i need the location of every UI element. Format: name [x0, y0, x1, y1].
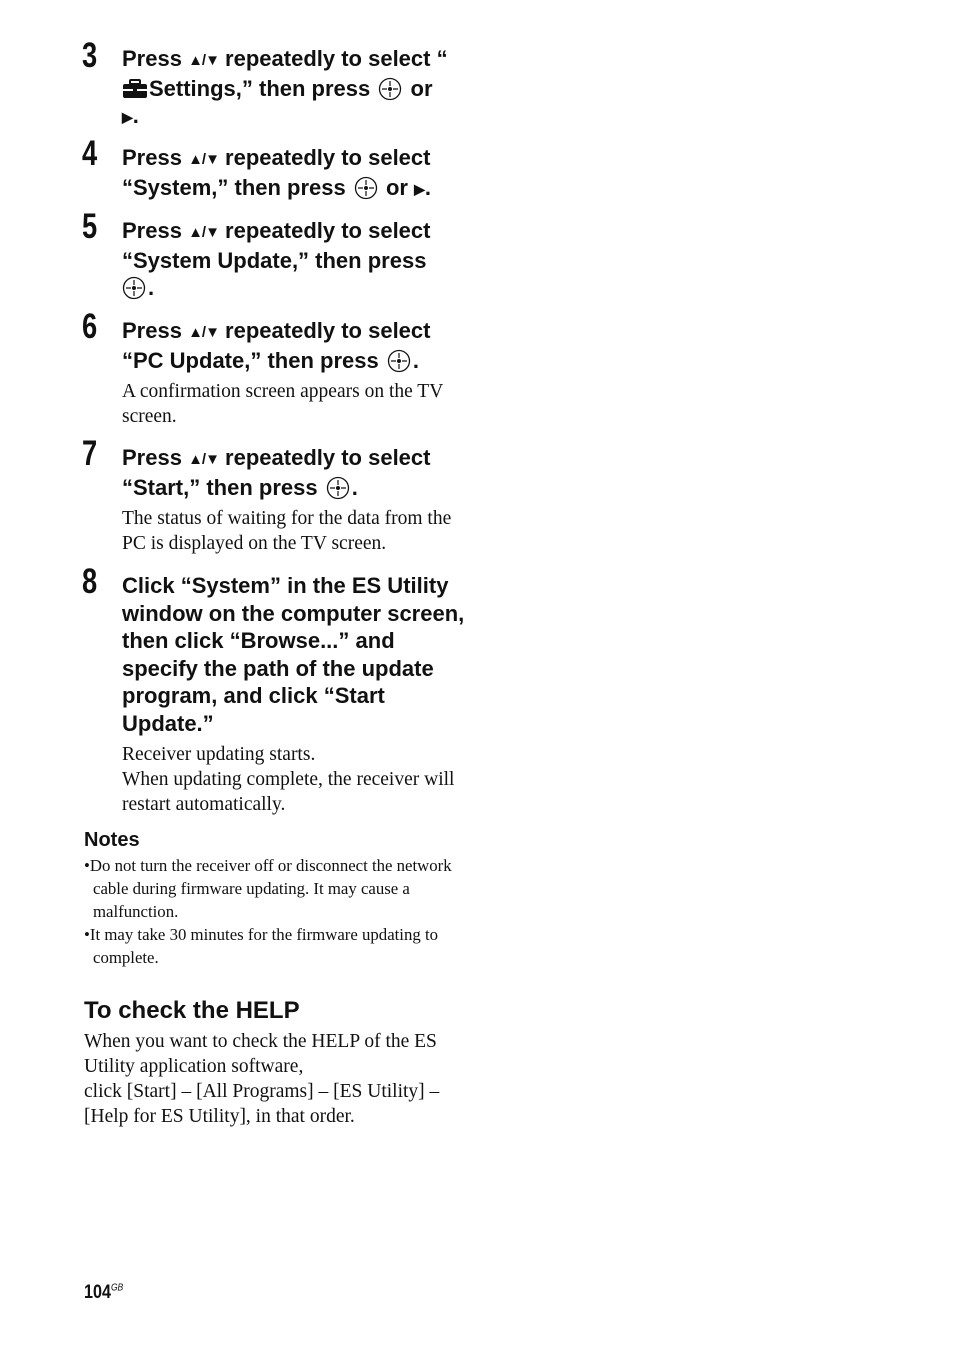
enter-button-icon — [387, 349, 411, 373]
notes-list — [84, 854, 464, 969]
step-number: 6 — [82, 307, 98, 346]
note-text: Do not turn the receiver off or disconnect the network cable during firmware updating. It may cause a malfunction. — [89, 856, 452, 921]
enter-button-icon — [326, 476, 350, 500]
step-3 — [122, 45, 467, 132]
up-down-arrows-icon: ▲/▼ — [188, 151, 219, 168]
step-8 — [122, 572, 467, 817]
toolbox-icon — [122, 79, 148, 99]
step-heading — [122, 217, 467, 302]
step-heading — [122, 317, 467, 374]
heading-text: . — [412, 347, 419, 373]
step-body: The status of waiting for the data from the PC is displayed on the TV screen. — [122, 508, 452, 554]
heading-text: repeatedly to select “System,” then press — [122, 145, 431, 200]
up-down-arrows-icon: ▲/▼ — [188, 324, 219, 341]
heading-text: repeatedly to select “System Update,” then press — [122, 218, 431, 273]
enter-button-icon — [354, 176, 378, 200]
notes-title: Notes — [84, 829, 140, 851]
step-7 — [122, 444, 467, 556]
heading-text: repeatedly to select “ — [218, 46, 448, 71]
heading-text: repeatedly to select “Start,” then press — [122, 445, 431, 500]
help-body — [84, 1029, 469, 1129]
up-down-arrows-icon: ▲/▼ — [188, 451, 219, 468]
page-number-value: 104 — [84, 1282, 111, 1303]
heading-text: Press — [122, 218, 189, 243]
step-heading — [122, 45, 467, 132]
enter-button-icon — [378, 77, 402, 101]
heading-text: Settings,” then press — [149, 75, 377, 101]
step-heading — [122, 144, 467, 203]
step-number: 8 — [82, 562, 98, 601]
help-line: click [Start] – [All Programs] – [ES Utility] – [Help for ES Utility], in that order. — [84, 1081, 440, 1127]
heading-text: Press — [122, 46, 189, 71]
step-5 — [122, 217, 467, 302]
step-4 — [122, 144, 467, 203]
enter-button-icon — [122, 276, 146, 300]
up-down-arrows-icon: ▲/▼ — [188, 224, 219, 241]
section-title: To check the HELP — [84, 997, 300, 1024]
step-number: 4 — [82, 134, 98, 173]
body-line: When updating complete, the receiver will restart automatically. — [122, 769, 455, 815]
heading-text: Press — [122, 145, 189, 170]
note-item: •Do not turn the receiver off or disconnect the network cable during firmware updating. It may cause a malfunction. — [84, 856, 452, 921]
page-number — [84, 1282, 123, 1304]
heading-text: repeatedly to select “PC Update,” then press — [122, 318, 431, 373]
step-number: 7 — [82, 434, 98, 473]
step-number: 5 — [82, 207, 98, 246]
note-text: It may take 30 minutes for the firmware updating to complete. — [89, 925, 439, 967]
heading-text: . — [351, 474, 358, 500]
heading-text: or — [379, 174, 415, 200]
heading-text: . — [148, 275, 155, 300]
note-item: •It may take 30 minutes for the firmware updating to complete. — [84, 925, 439, 967]
up-down-arrows-icon: ▲/▼ — [188, 52, 219, 69]
page-number-suffix: GB — [110, 1282, 124, 1294]
step-number: 3 — [82, 36, 98, 75]
help-line: When you want to check the HELP of the ES Utility application software, — [84, 1031, 437, 1077]
step-heading — [122, 444, 467, 501]
right-arrow-icon: ▶ — [414, 180, 425, 197]
heading-text: Press — [122, 445, 189, 470]
heading-text: or — [404, 75, 433, 101]
heading-text: . — [132, 103, 139, 128]
heading-text: . — [424, 174, 432, 200]
body-line: Receiver updating starts. — [122, 744, 316, 765]
step-6 — [122, 317, 467, 429]
step-body — [122, 742, 467, 817]
step-heading: Click “System” in the ES Utility window on the computer screen, then click “Browse...” and specify the path of the update program, and click “Start Update.” — [122, 573, 465, 736]
right-arrow-icon: ▶ — [122, 109, 133, 125]
step-body: A confirmation screen appears on the TV screen. — [122, 381, 443, 427]
heading-text: Press — [122, 318, 189, 343]
